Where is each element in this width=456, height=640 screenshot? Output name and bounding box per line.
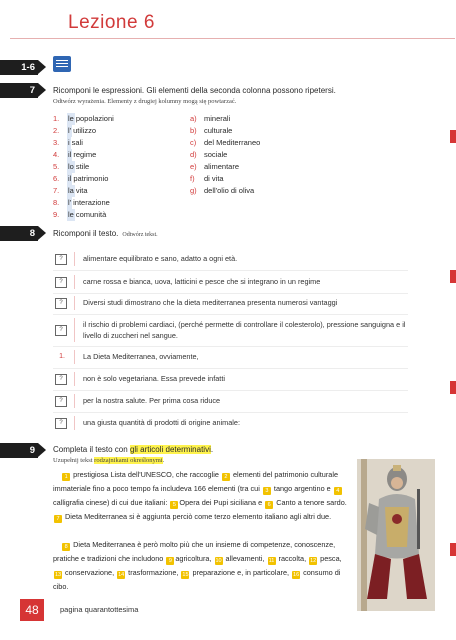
paragraph-text: calligrafia cinese) di cui due italiani: bbox=[53, 498, 170, 507]
instruction-text: Ricomponi il testo. bbox=[53, 229, 119, 238]
order-box[interactable]: ? bbox=[55, 418, 67, 429]
blank-field[interactable]: 2 bbox=[222, 473, 230, 481]
list-item bbox=[190, 185, 260, 197]
fragment-text: alimentare equilibrato e sano, adatto a ogni età. bbox=[83, 254, 238, 263]
list-item bbox=[53, 209, 114, 221]
item-text: dell'olio di oliva bbox=[204, 186, 255, 195]
item-word: stile bbox=[75, 162, 90, 171]
order-box[interactable]: ? bbox=[55, 277, 67, 288]
text-fragment-row bbox=[53, 372, 408, 386]
item-text: culturale bbox=[204, 126, 233, 135]
item-word: comunità bbox=[75, 210, 107, 219]
side-marker bbox=[450, 381, 456, 394]
fragment-text: carne rossa e bianca, uova, latticini e pesce che si integrano in un regime bbox=[83, 277, 321, 286]
lesson-header bbox=[0, 0, 456, 46]
row-divider bbox=[74, 350, 75, 364]
side-marker bbox=[450, 270, 456, 283]
exercise-9-instruction bbox=[53, 445, 213, 454]
item-number: 6. bbox=[53, 174, 60, 183]
exercise-9-number: 9 bbox=[0, 443, 38, 458]
exercise-7-number: 7 bbox=[0, 83, 38, 98]
blank-field[interactable]: 16 bbox=[293, 572, 300, 578]
paragraph-text: allevamenti, bbox=[223, 554, 267, 563]
article-field[interactable]: l' bbox=[68, 126, 72, 135]
paragraph-text: consumo di cibo. bbox=[53, 568, 341, 591]
item-word: popolazioni bbox=[75, 114, 114, 123]
row-rule bbox=[53, 270, 408, 271]
article-field[interactable]: le bbox=[68, 210, 74, 219]
row-rule bbox=[53, 346, 408, 347]
fragment-text: per la nostra salute. Per prima cosa riduce bbox=[83, 396, 221, 405]
row-divider bbox=[74, 318, 75, 342]
item-letter: c) bbox=[190, 138, 197, 147]
blank-field[interactable]: 8 bbox=[62, 543, 70, 551]
article-field[interactable]: l' bbox=[68, 198, 72, 207]
row-divider bbox=[74, 296, 75, 310]
row-divider bbox=[74, 394, 75, 408]
row-rule bbox=[53, 293, 408, 294]
instruction-pl-highlight: rodzajnikami określonymi bbox=[94, 457, 163, 464]
side-marker bbox=[450, 130, 456, 143]
exercise-9-paragraph-1 bbox=[53, 468, 353, 524]
text-fragment-row bbox=[53, 318, 408, 342]
item-text: del Mediterraneo bbox=[204, 138, 261, 147]
list-item bbox=[190, 113, 260, 125]
item-number: 5. bbox=[53, 162, 60, 171]
text-fragment-row bbox=[53, 394, 408, 408]
row-rule bbox=[53, 412, 408, 413]
blank-field[interactable]: 11 bbox=[268, 558, 275, 564]
item-word: utilizzo bbox=[73, 126, 97, 135]
paragraph-text: tango argentino e bbox=[271, 484, 333, 493]
fragment-text: La Dieta Mediterranea, ovviamente, bbox=[83, 352, 199, 361]
article-field[interactable]: il bbox=[68, 150, 72, 159]
exercise-9-paragraph-2 bbox=[53, 538, 353, 594]
item-number: 3. bbox=[53, 138, 60, 147]
blank-field[interactable]: 9 bbox=[166, 557, 174, 565]
item-word: interazione bbox=[73, 198, 110, 207]
blank-field[interactable]: 14 bbox=[118, 572, 125, 578]
item-number: 2. bbox=[53, 126, 60, 135]
list-item bbox=[53, 113, 114, 125]
article-field[interactable]: il bbox=[68, 174, 72, 183]
row-divider bbox=[74, 252, 75, 266]
row-divider bbox=[74, 372, 75, 386]
row-divider bbox=[74, 275, 75, 289]
blank-field[interactable]: 10 bbox=[215, 558, 222, 564]
list-item bbox=[53, 149, 114, 161]
item-number: 9. bbox=[53, 210, 60, 219]
text-fragment-row bbox=[53, 350, 408, 364]
exercise-7-instruction: Ricomponi le espressioni. Gli elementi della seconda colonna possono ripetersi. bbox=[53, 86, 336, 95]
paragraph-text: Canto a tenore sardo. bbox=[274, 498, 347, 507]
blank-field[interactable]: 1 bbox=[62, 473, 70, 481]
header-rule bbox=[10, 38, 455, 39]
paragraph-text: Dieta Mediterranea si è aggiunta perciò come terzo elemento italiano agli altri due. bbox=[63, 512, 332, 521]
side-marker bbox=[450, 543, 456, 556]
text-fragment-row bbox=[53, 296, 408, 310]
list-item bbox=[190, 149, 260, 161]
item-word: patrimonio bbox=[73, 174, 109, 183]
list-item bbox=[53, 197, 114, 209]
list-item bbox=[190, 161, 260, 173]
instruction-highlight: gli articoli determinativi bbox=[129, 445, 211, 454]
blank-field[interactable]: 6 bbox=[265, 501, 273, 509]
item-letter: e) bbox=[190, 162, 197, 171]
order-box[interactable]: ? bbox=[55, 374, 67, 385]
exercise-7-right-column bbox=[190, 113, 260, 197]
paragraph-text: trasformazione, bbox=[126, 568, 181, 577]
list-item bbox=[53, 161, 114, 173]
order-box[interactable]: 1. bbox=[59, 353, 65, 360]
instruction-text: Completa il testo con bbox=[53, 445, 130, 454]
list-item bbox=[53, 185, 114, 197]
instruction-end: . bbox=[210, 445, 214, 454]
item-word: sali bbox=[71, 138, 83, 147]
blank-field[interactable]: 4 bbox=[334, 487, 342, 495]
row-rule bbox=[53, 368, 408, 369]
text-fragment-row bbox=[53, 252, 408, 266]
fragment-text: il rischio di problemi cardiaci, (perché permette di controllare il colesterolo), pressione sanguigna e il livello di zuccheri nel sangue. bbox=[83, 320, 406, 340]
fragment-text: non è solo vegetariana. Essa prevede infatti bbox=[83, 374, 225, 383]
page-number-words: pagina quarantottesima bbox=[60, 605, 139, 614]
item-word: regime bbox=[73, 150, 97, 159]
item-letter: f) bbox=[190, 174, 195, 183]
instruction-pl-text: Uzupełnij tekst bbox=[53, 457, 95, 464]
puppet-illustration bbox=[357, 459, 435, 611]
list-item bbox=[53, 173, 114, 185]
item-number: 4. bbox=[53, 150, 60, 159]
item-letter: a) bbox=[190, 114, 197, 123]
item-letter: b) bbox=[190, 126, 197, 135]
item-number: 8. bbox=[53, 198, 60, 207]
order-box[interactable]: ? bbox=[55, 396, 67, 407]
list-item bbox=[190, 137, 260, 149]
exercise-7-instruction-pl: Odtwórz wyrażenia. Elementy z drugiej kolumny mogą się powtarzać. bbox=[53, 98, 237, 105]
blank-field[interactable]: 15 bbox=[182, 572, 189, 578]
lesson-title: Lezione 6 bbox=[68, 12, 155, 33]
exercise-8-number: 8 bbox=[0, 226, 38, 241]
order-box[interactable]: ? bbox=[55, 298, 67, 309]
item-number: 1. bbox=[53, 114, 60, 123]
list-item bbox=[53, 137, 114, 149]
section-label-1-6: 1-6 bbox=[0, 60, 38, 75]
order-box[interactable]: ? bbox=[55, 325, 67, 336]
item-text: minerali bbox=[204, 114, 231, 123]
blank-field[interactable]: 7 bbox=[54, 515, 62, 523]
row-rule bbox=[53, 390, 408, 391]
fragment-text: una giusta quantità di prodotti di origine animale: bbox=[83, 418, 240, 427]
article-field[interactable]: le bbox=[68, 114, 74, 123]
paragraph-text: raccolta, bbox=[276, 554, 309, 563]
text-fragment-row bbox=[53, 275, 408, 289]
text-fragment-row bbox=[53, 416, 408, 430]
row-divider bbox=[74, 416, 75, 430]
item-number: 7. bbox=[53, 186, 60, 195]
row-rule bbox=[53, 314, 408, 315]
item-text: di vita bbox=[204, 174, 224, 183]
item-text: sociale bbox=[204, 150, 228, 159]
exercise-8-instruction bbox=[53, 229, 158, 238]
puppet-photo bbox=[357, 459, 435, 611]
paragraph-text: Opera dei Pupi siciliana e bbox=[179, 498, 265, 507]
book-icon bbox=[53, 56, 71, 72]
exercise-9-instruction-pl bbox=[53, 457, 164, 464]
paragraph-text: elementi del patrimonio culturale immateriale fino a poco tempo fa includeva 166 elementi (tra cui bbox=[53, 470, 339, 493]
paragraph-text: conservazione, bbox=[63, 568, 117, 577]
item-letter: d) bbox=[190, 150, 197, 159]
paragraph-text: prestigiosa Lista dell'UNESCO, che raccoglie bbox=[71, 470, 221, 479]
exercise-7-left-column bbox=[53, 113, 114, 221]
paragraph-text: Dieta Mediterranea è però molto più che un insieme di competenze, conoscenze, pratiche e tradizioni che includono bbox=[53, 540, 336, 563]
list-item bbox=[53, 125, 114, 137]
order-box[interactable]: ? bbox=[55, 254, 67, 265]
item-letter: g) bbox=[190, 186, 197, 195]
list-item bbox=[190, 173, 260, 185]
paragraph-text: pesca, bbox=[318, 554, 342, 563]
blank-field[interactable]: 12 bbox=[310, 558, 317, 564]
paragraph-text: preparazione e, in particolare, bbox=[190, 568, 292, 577]
blank-field[interactable]: 5 bbox=[170, 501, 178, 509]
instruction-pl: Odtwórz tekst. bbox=[122, 232, 158, 238]
blank-field[interactable]: 3 bbox=[263, 487, 271, 495]
article-field[interactable]: la bbox=[68, 186, 74, 195]
article-field[interactable]: lo bbox=[68, 162, 74, 171]
fragment-text: Diversi studi dimostrano che la dieta mediterranea presenta numerosi vantaggi bbox=[83, 298, 338, 307]
page-number: 48 bbox=[20, 599, 44, 621]
instruction-pl-end: . bbox=[162, 457, 165, 464]
item-word: vita bbox=[75, 186, 88, 195]
paragraph-text: agricoltura, bbox=[175, 554, 214, 563]
article-field[interactable]: i bbox=[68, 138, 70, 147]
item-text: alimentare bbox=[204, 162, 240, 171]
blank-field[interactable]: 13 bbox=[54, 572, 62, 578]
list-item bbox=[190, 125, 260, 137]
